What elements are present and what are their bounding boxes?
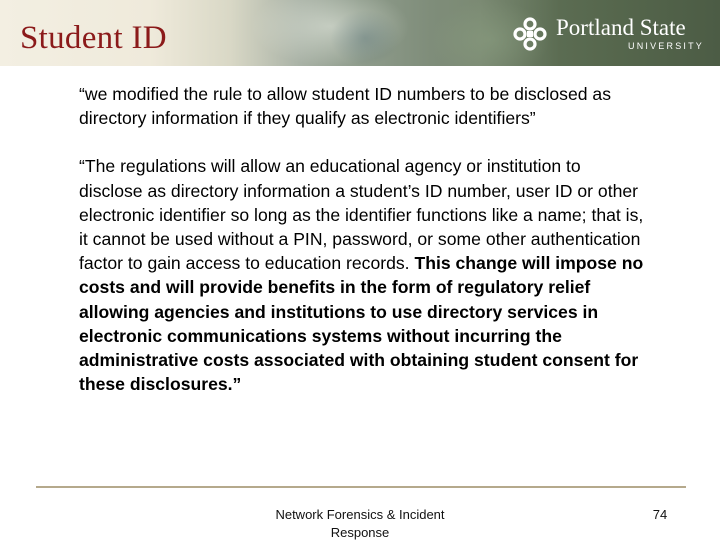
psu-mark-icon	[512, 16, 548, 52]
quote-text: “The regulations will allow an educational agency or institution to disclose as directory information a student’s ID number, user ID or other electronic identifier so long as the identifier functions like a name; that is, it cannot be used without a PIN, password, or some other authentication factor to gain access to education records.	[79, 156, 644, 274]
slide-title: Student ID	[20, 20, 167, 56]
quote-paragraph-1	[79, 82, 649, 130]
logo-name: Portland State	[556, 15, 686, 40]
page-number: 74	[652, 507, 668, 522]
quote-paragraph-2	[79, 154, 649, 396]
background-photo-shadow	[330, 10, 400, 66]
quote-bold-text: This change will impose no costs and will provide benefits in the form of regulatory relief allowing agencies and institutions to use directory services in electronic communications systems without incurring the administrative costs associated with obtaining student consent for these disclosures.”	[79, 253, 644, 395]
footer-divider	[36, 486, 686, 488]
footer-course: Network Forensics & Incident Response	[275, 507, 445, 540]
quote-text: “we modified the rule to allow student ID numbers to be disclosed as directory information if they qualify as electronic identifiers”	[79, 84, 611, 129]
university-logo	[512, 14, 705, 54]
logo-subtitle: UNIVERSITY	[628, 41, 705, 51]
header-band	[0, 0, 720, 66]
slide-body	[79, 82, 649, 396]
